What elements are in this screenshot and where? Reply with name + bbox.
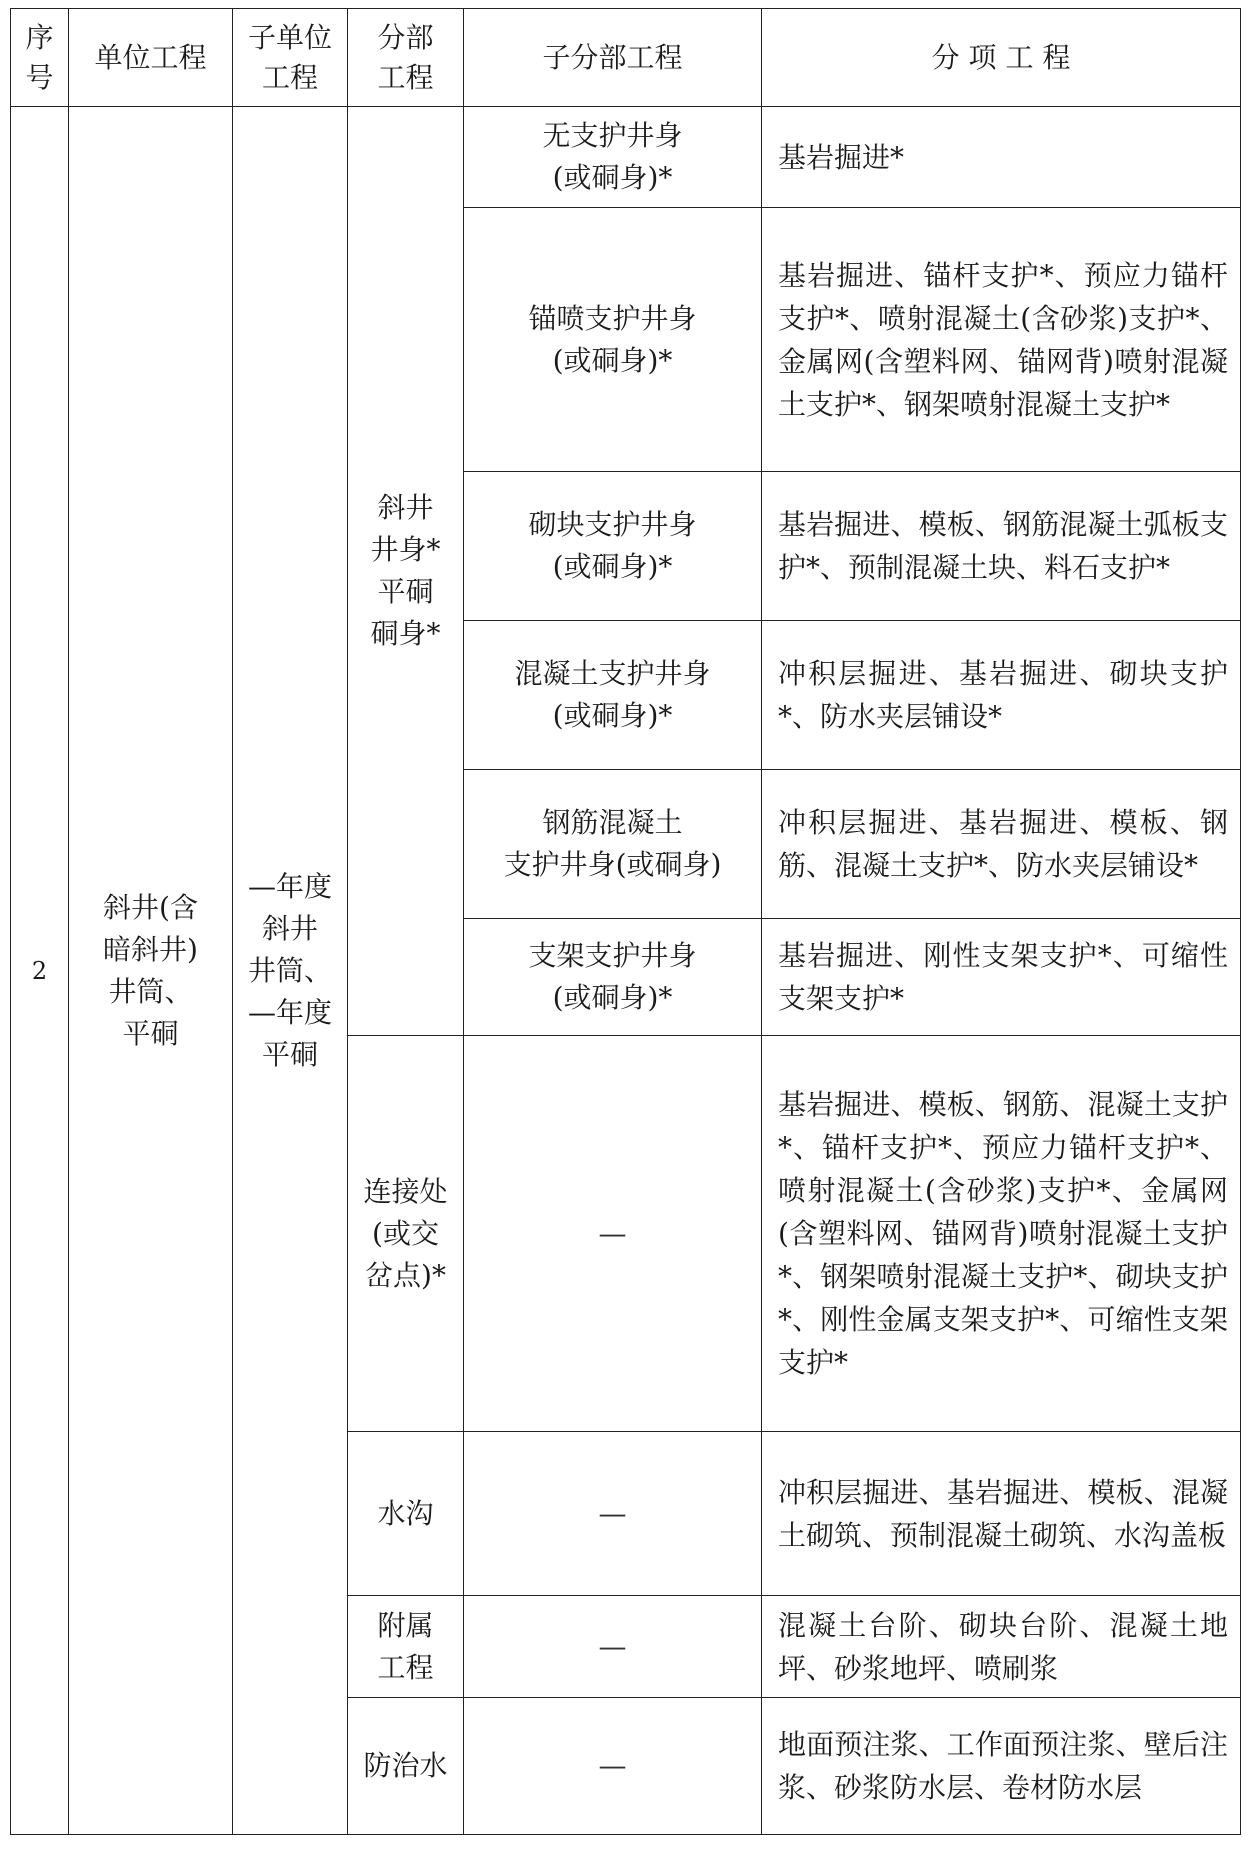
header-sub-division: 子分部工程 — [464, 9, 762, 107]
item-text: 混凝土台阶、砌块台阶、混凝土地坪、砂浆地坪、喷刷浆 — [762, 1596, 1241, 1698]
sub-division-name: 无支护井身 (或硐身)* — [464, 107, 762, 208]
sub-division-dash: — — [464, 1596, 762, 1698]
division-name: 防治水 — [348, 1698, 464, 1835]
item-text: 基岩掘进、模板、钢筋、混凝土支护*、锚杆支护*、预应力锚杆支护*、喷射混凝土(含砂浆)支护*、金属网(含塑料网、锚网背)喷射混凝土支护*、钢架喷射混凝土支护*、砌块支护*、刚性金属支架支护*、可缩性支架支护* — [762, 1036, 1241, 1432]
item-text: 冲积层掘进、基岩掘进、模板、混凝土砌筑、预制混凝土砌筑、水沟盖板 — [762, 1432, 1241, 1596]
row-unit: 斜井(含 暗斜井) 井筒、 平硐 — [69, 107, 233, 1835]
item-text: 基岩掘进、刚性支架支护*、可缩性支架支护* — [762, 919, 1241, 1036]
sub-division-name: 混凝土支护井身 (或硐身)* — [464, 621, 762, 770]
header-unit: 单位工程 — [69, 9, 233, 107]
header-item: 分 项 工 程 — [762, 9, 1241, 107]
sub-division-dash: — — [464, 1432, 762, 1596]
row-sub-unit: —年度 斜井 井筒、 —年度 平硐 — [233, 107, 348, 1835]
division-name: 附属 工程 — [348, 1596, 464, 1698]
item-text: 冲积层掘进、基岩掘进、模板、钢筋、混凝土支护*、防水夹层铺设* — [762, 770, 1241, 919]
division-name: 斜井 井身* 平硐 硐身* — [348, 107, 464, 1036]
item-text: 基岩掘进、模板、钢筋混凝土弧板支护*、预制混凝土块、料石支护* — [762, 472, 1241, 621]
sub-division-dash: — — [464, 1036, 762, 1432]
sub-division-name: 支架支护井身 (或硐身)* — [464, 919, 762, 1036]
classification-table — [10, 8, 1241, 1835]
sub-division-dash: — — [464, 1698, 762, 1835]
header-division: 分部 工程 — [348, 9, 464, 107]
item-text: 基岩掘进* — [762, 107, 1241, 208]
sub-division-name: 砌块支护井身 (或硐身)* — [464, 472, 762, 621]
sub-division-name: 钢筋混凝土 支护井身(或硐身) — [464, 770, 762, 919]
item-text: 地面预注浆、工作面预注浆、壁后注浆、砂浆防水层、卷材防水层 — [762, 1698, 1241, 1835]
header-sub-unit: 子单位 工程 — [233, 9, 348, 107]
item-text: 冲积层掘进、基岩掘进、砌块支护*、防水夹层铺设* — [762, 621, 1241, 770]
header-seq: 序号 — [11, 9, 69, 107]
sub-division-name: 锚喷支护井身 (或硐身)* — [464, 208, 762, 472]
row-seq: 2 — [11, 107, 69, 1835]
item-text: 基岩掘进、锚杆支护*、预应力锚杆支护*、喷射混凝土(含砂浆)支护*、金属网(含塑料网、锚网背)喷射混凝土支护*、钢架喷射混凝土支护* — [762, 208, 1241, 472]
division-name: 水沟 — [348, 1432, 464, 1596]
table-row — [11, 107, 1241, 208]
division-name: 连接处 (或交 岔点)* — [348, 1036, 464, 1432]
header-row — [11, 9, 1241, 107]
